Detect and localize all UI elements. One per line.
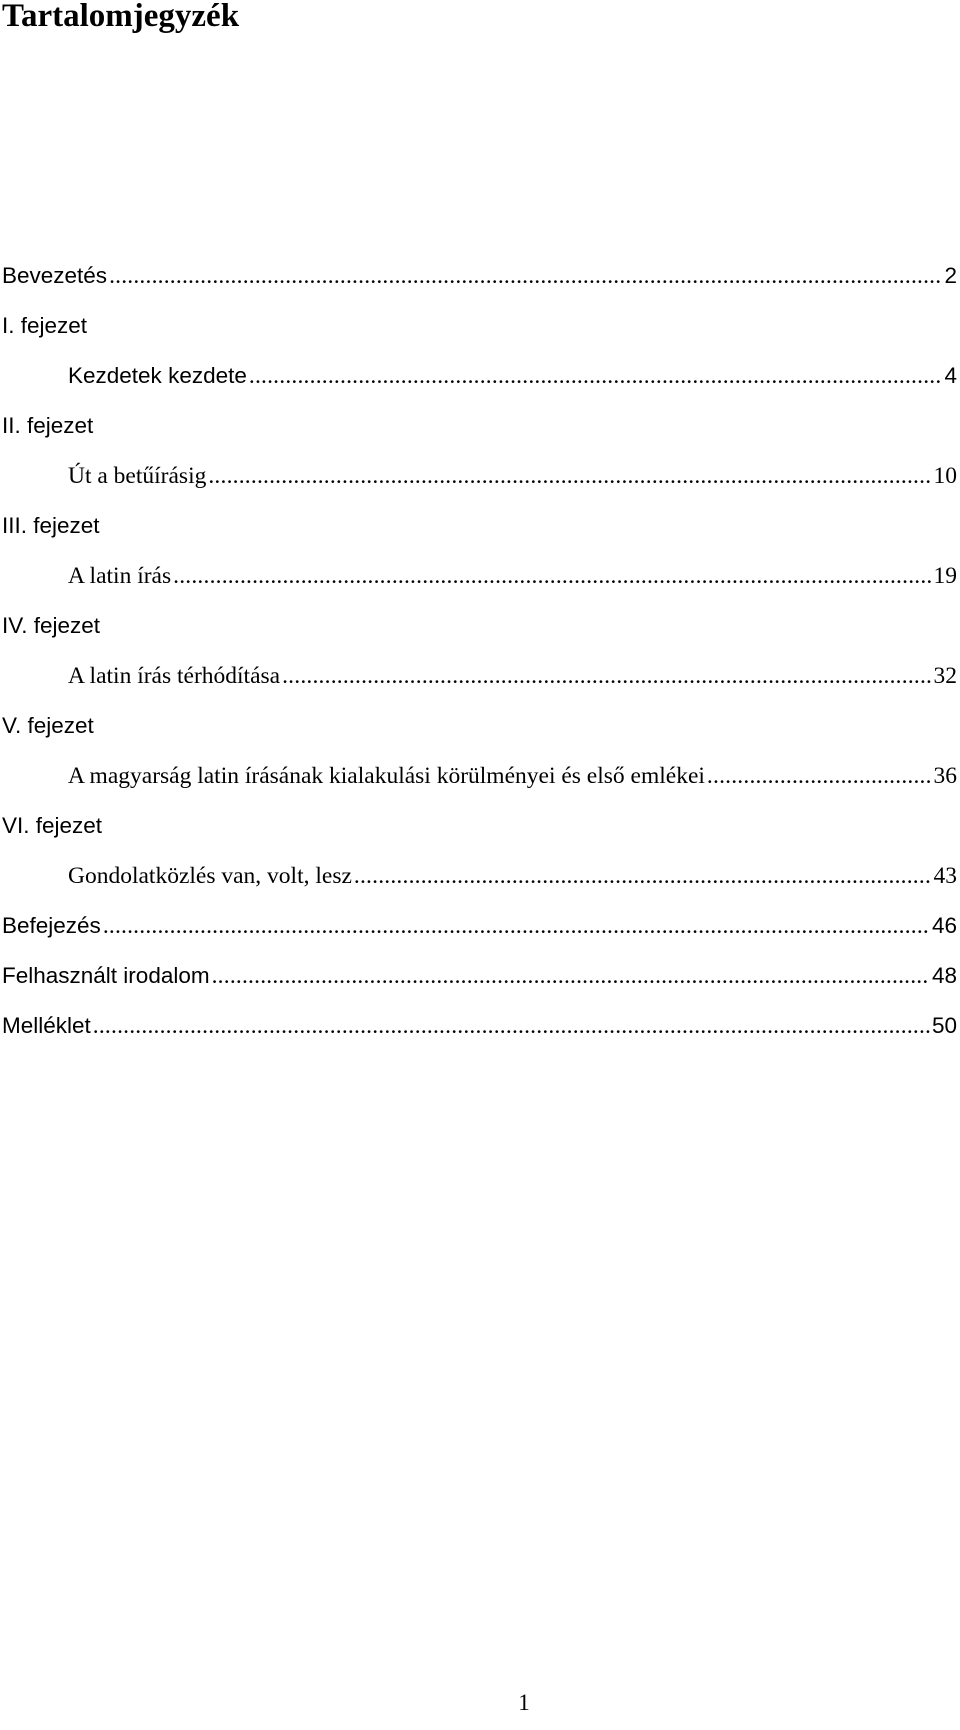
toc-chapter-heading-3 (2, 508, 957, 558)
toc-chapter-label: III. fejezet (2, 513, 100, 538)
toc-entry-a-magyarsag-latin-irasanak[interactable] (2, 758, 957, 808)
toc-entry-gondolatkozles[interactable] (2, 858, 957, 908)
toc-entry-page: 50 (931, 1013, 957, 1038)
dot-leader (173, 559, 931, 593)
toc-chapter-label: II. fejezet (2, 413, 94, 438)
toc-entry-label: Felhasznált irodalom (2, 963, 210, 988)
dot-leader (208, 459, 931, 493)
dot-leader (93, 1009, 930, 1043)
toc-entry-page: 32 (933, 663, 957, 689)
dot-leader (707, 759, 932, 793)
table-of-contents (2, 258, 957, 1058)
toc-chapter-heading-1 (2, 308, 957, 358)
toc-entry-label: A magyarság latin írásának kialakulási körülményei és első emlékei (68, 763, 705, 789)
toc-entry-label: A latin írás (68, 563, 172, 589)
toc-entry-label: Gondolatközlés van, volt, lesz (68, 863, 352, 889)
toc-chapter-heading-5 (2, 708, 957, 758)
dot-leader (282, 659, 931, 693)
toc-entry-label: Út a betűírásig (68, 463, 207, 489)
toc-chapter-heading-2 (2, 408, 957, 458)
toc-entry-page: 36 (933, 763, 957, 789)
toc-entry-page: 48 (931, 963, 957, 988)
toc-entry-melleklet[interactable] (2, 1008, 957, 1058)
page-title: Tartalomjegyzék (2, 0, 240, 34)
toc-entry-ut-a-betuirasig[interactable] (2, 458, 957, 508)
toc-chapter-label: V. fejezet (2, 713, 94, 738)
toc-entry-label: Melléklet (2, 1013, 91, 1038)
toc-entry-label: Bevezetés (2, 263, 108, 288)
dot-leader (109, 259, 942, 293)
toc-entry-kezdetek-kezdete[interactable] (2, 358, 957, 408)
toc-entry-page: 2 (944, 263, 957, 288)
toc-entry-label: Befejezés (2, 913, 101, 938)
toc-entry-page: 46 (931, 913, 957, 938)
toc-entry-page: 19 (933, 563, 957, 589)
toc-entry-felhasznalt-irodalom[interactable] (2, 958, 957, 1008)
toc-entry-bevezetes[interactable] (2, 258, 957, 308)
toc-entry-label: A latin írás térhódítása (68, 663, 281, 689)
dot-leader (249, 359, 943, 393)
toc-entry-page: 10 (933, 463, 957, 489)
toc-chapter-heading-6 (2, 808, 957, 858)
toc-entry-befejezes[interactable] (2, 908, 957, 958)
toc-entry-a-latin-iras-terhoditasa[interactable] (2, 658, 957, 708)
dot-leader (103, 909, 930, 943)
dot-leader (212, 959, 930, 993)
toc-chapter-label: VI. fejezet (2, 813, 103, 838)
toc-entry-page: 43 (933, 863, 957, 889)
dot-leader (354, 859, 932, 893)
toc-chapter-heading-4 (2, 608, 957, 658)
page-number: 1 (518, 1690, 530, 1715)
toc-entry-a-latin-iras[interactable] (2, 558, 957, 608)
toc-entry-page: 4 (944, 363, 957, 388)
toc-chapter-label: I. fejezet (2, 313, 88, 338)
toc-entry-label: Kezdetek kezdete (68, 363, 247, 388)
toc-chapter-label: IV. fejezet (2, 613, 100, 638)
